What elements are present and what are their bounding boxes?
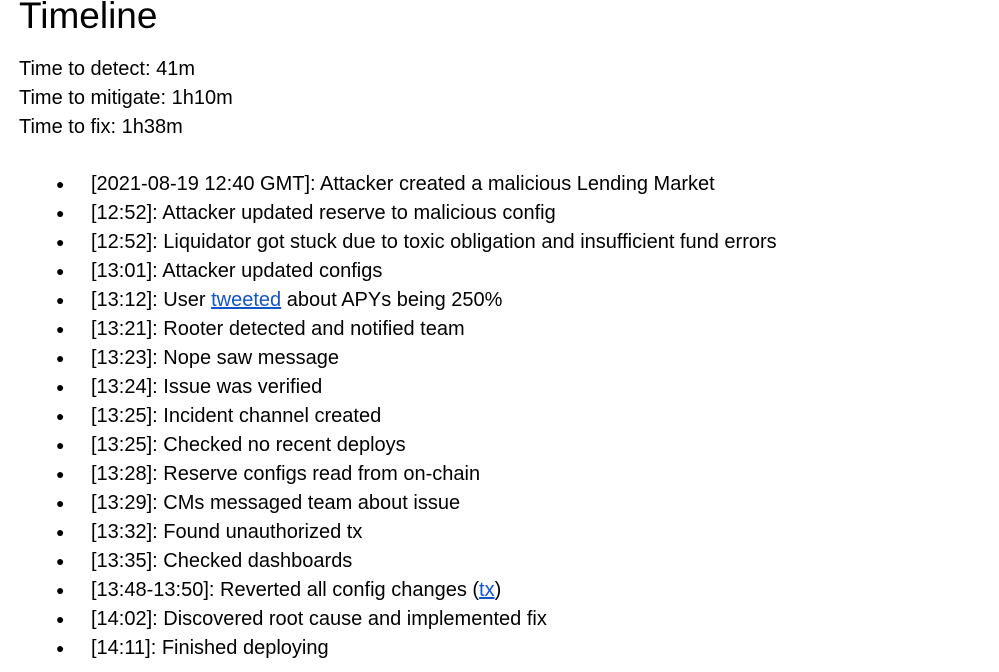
event-time: [12:52] (91, 231, 153, 253)
event-time: [14:11] (91, 637, 151, 659)
timeline-item: ● [12:52]: Liquidator got stuck due to toxic obligation and insufficient fund errors (19, 228, 999, 257)
timeline-item: ● [14:11]: Finished deploying (19, 634, 999, 663)
bullet-icon: ● (56, 205, 65, 221)
document-body (19, 0, 999, 663)
bullet-icon: ● (56, 321, 65, 337)
event-text: Checked dashboards (163, 550, 353, 572)
timeline-item: ● [13:25]: Incident channel created (19, 402, 999, 431)
timeline-item: ● [12:52]: Attacker updated reserve to malicious config (19, 199, 999, 228)
bullet-icon: ● (56, 234, 65, 250)
event-text: CMs messaged team about issue (163, 492, 461, 514)
event-link[interactable]: tweeted (211, 289, 282, 311)
response-metrics (19, 55, 999, 142)
event-time: [13:25] (91, 434, 153, 456)
event-time: [13:12] (91, 289, 153, 311)
bullet-icon: ● (56, 408, 65, 424)
event-text: Finished deploying (161, 637, 329, 659)
metric-fix (19, 113, 999, 142)
event-time: [13:29] (91, 492, 153, 514)
event-text: ) (494, 579, 502, 601)
event-text: about APYs being 250% (281, 289, 503, 311)
bullet-icon: ● (56, 379, 65, 395)
event-time: [13:21] (91, 318, 153, 340)
event-text: Attacker updated reserve to malicious config (162, 202, 556, 224)
timeline-item: ● [14:02]: Discovered root cause and implemented fix (19, 605, 999, 634)
timeline-item: ● [13:01]: Attacker updated configs (19, 257, 999, 286)
metric-value: 1h38m (121, 116, 183, 138)
timeline-item: ● [13:35]: Checked dashboards (19, 547, 999, 576)
bullet-icon: ● (56, 582, 65, 598)
event-time: [12:52] (91, 202, 153, 224)
timeline-item: ● [13:21]: Rooter detected and notified team (19, 315, 999, 344)
event-link[interactable]: tx (479, 579, 495, 601)
bullet-icon: ● (56, 176, 65, 192)
event-time: [13:48-13:50] (91, 579, 209, 601)
event-time: [13:32] (91, 521, 153, 543)
event-time: [13:01] (91, 260, 153, 282)
timeline-item: ● [2021-08-19 12:40 GMT]: Attacker created a malicious Lending Market (19, 170, 999, 199)
event-text: Reverted all config changes ( (220, 579, 480, 601)
timeline-item: ● [13:32]: Found unauthorized tx (19, 518, 999, 547)
metric-detect (19, 55, 999, 84)
timeline-list (19, 170, 999, 663)
event-time: [14:02] (91, 608, 153, 630)
event-time: [13:24] (91, 376, 153, 398)
event-text: User (163, 289, 212, 311)
metric-label: Time to fix: (19, 116, 117, 138)
event-text: Issue was verified (163, 376, 323, 398)
timeline-item: ● [13:25]: Checked no recent deploys (19, 431, 999, 460)
event-text: Reserve configs read from on-chain (163, 463, 481, 485)
event-text: Nope saw message (163, 347, 339, 369)
event-text: Attacker updated configs (162, 260, 383, 282)
page-title: Timeline (19, 0, 158, 36)
event-time: [13:25] (91, 405, 153, 427)
bullet-icon: ● (56, 495, 65, 511)
event-time: [13:28] (91, 463, 153, 485)
bullet-icon: ● (56, 466, 65, 482)
event-time: [13:23] (91, 347, 153, 369)
event-time: [13:35] (91, 550, 153, 572)
event-text: Liquidator got stuck due to toxic obligation and insufficient fund errors (163, 231, 777, 253)
event-text: Rooter detected and notified team (163, 318, 465, 340)
bullet-icon: ● (56, 292, 65, 308)
event-text: Incident channel created (163, 405, 382, 427)
event-text: Discovered root cause and implemented fix (163, 608, 547, 630)
bullet-icon: ● (56, 263, 65, 279)
timeline-item: ● [13:12]: User tweeted about APYs being 250% (19, 286, 999, 315)
timeline-item: ● [13:23]: Nope saw message (19, 344, 999, 373)
timeline-item: ● [13:48-13:50]: Reverted all config changes (tx) (19, 576, 999, 605)
metric-label: Time to detect: (19, 58, 151, 80)
metric-value: 1h10m (171, 87, 233, 109)
metric-value: 41m (156, 58, 196, 80)
bullet-icon: ● (56, 611, 65, 627)
event-text: Attacker created a malicious Lending Market (320, 173, 715, 195)
bullet-icon: ● (56, 640, 65, 656)
bullet-icon: ● (56, 350, 65, 366)
metric-mitigate (19, 84, 999, 113)
timeline-item: ● [13:28]: Reserve configs read from on-chain (19, 460, 999, 489)
event-time: [2021-08-19 12:40 GMT] (91, 173, 311, 195)
bullet-icon: ● (56, 437, 65, 453)
bullet-icon: ● (56, 524, 65, 540)
event-text: Found unauthorized tx (163, 521, 363, 543)
bullet-icon: ● (56, 553, 65, 569)
metric-label: Time to mitigate: (19, 87, 167, 109)
timeline-item: ● [13:29]: CMs messaged team about issue (19, 489, 999, 518)
event-text: Checked no recent deploys (163, 434, 406, 456)
timeline-item: ● [13:24]: Issue was verified (19, 373, 999, 402)
